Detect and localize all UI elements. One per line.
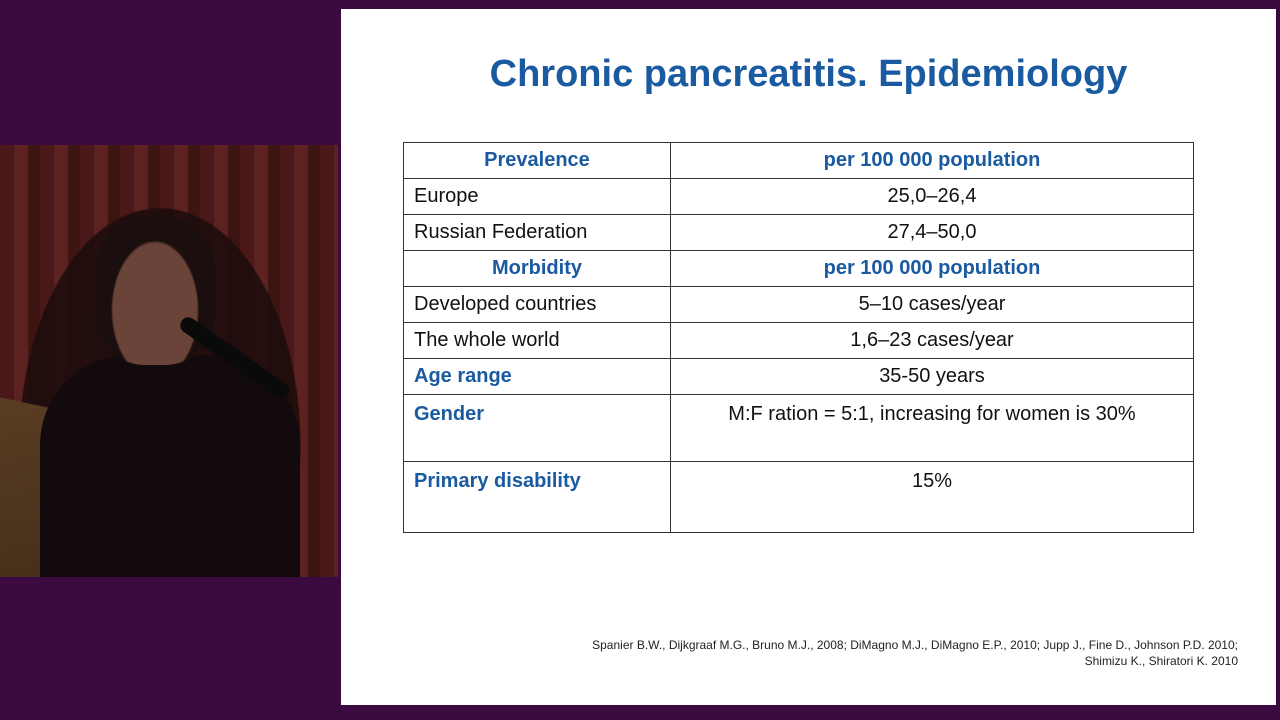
- table-cell-label: Prevalence: [404, 143, 671, 179]
- table-cell-label: Developed countries: [404, 287, 671, 323]
- table-cell-label: The whole world: [404, 323, 671, 359]
- table-cell-value: per 100 000 population: [671, 143, 1194, 179]
- speaker-head: [95, 215, 215, 365]
- reference-line: Spanier B.W., Dijkgraaf M.G., Bruno M.J., 2008; DiMagno M.J., DiMagno E.P., 2010; Jupp J., Fine D., Johnson P.D. 2010;: [592, 638, 1238, 652]
- table-cell-label: Russian Federation: [404, 215, 671, 251]
- table-cell-value: M:F ration = 5:1, increasing for women is 30%: [671, 395, 1194, 462]
- table-cell-label: Europe: [404, 179, 671, 215]
- table-row: [404, 359, 1194, 395]
- table-row: [404, 179, 1194, 215]
- table-cell-label: Gender: [404, 395, 671, 462]
- table-cell-value: 27,4–50,0: [671, 215, 1194, 251]
- table-cell-value: 15%: [671, 462, 1194, 533]
- table-row: [404, 251, 1194, 287]
- table-row: [404, 287, 1194, 323]
- table-row: [404, 143, 1194, 179]
- epidemiology-table: [403, 142, 1194, 533]
- table-cell-value: 5–10 cases/year: [671, 287, 1194, 323]
- table-row: [404, 215, 1194, 251]
- slide-title: Chronic pancreatitis. Epidemiology: [489, 53, 1128, 95]
- table-cell-value: 1,6–23 cases/year: [671, 323, 1194, 359]
- speaker-video-feed: [0, 145, 338, 577]
- table-cell-value: per 100 000 population: [671, 251, 1194, 287]
- table-cell-value: 35-50 years: [671, 359, 1194, 395]
- table-cell-label: Age range: [404, 359, 671, 395]
- presentation-slide: [341, 9, 1276, 705]
- table-row: [404, 462, 1194, 533]
- table-row: [404, 323, 1194, 359]
- speaker-figure: [40, 355, 300, 577]
- references: [592, 637, 1238, 669]
- table-row: [404, 395, 1194, 462]
- table-cell-value: 25,0–26,4: [671, 179, 1194, 215]
- table-cell-label: Primary disability: [404, 462, 671, 533]
- table-cell-label: Morbidity: [404, 251, 671, 287]
- reference-line: Shimizu K., Shiratori K. 2010: [1084, 654, 1238, 668]
